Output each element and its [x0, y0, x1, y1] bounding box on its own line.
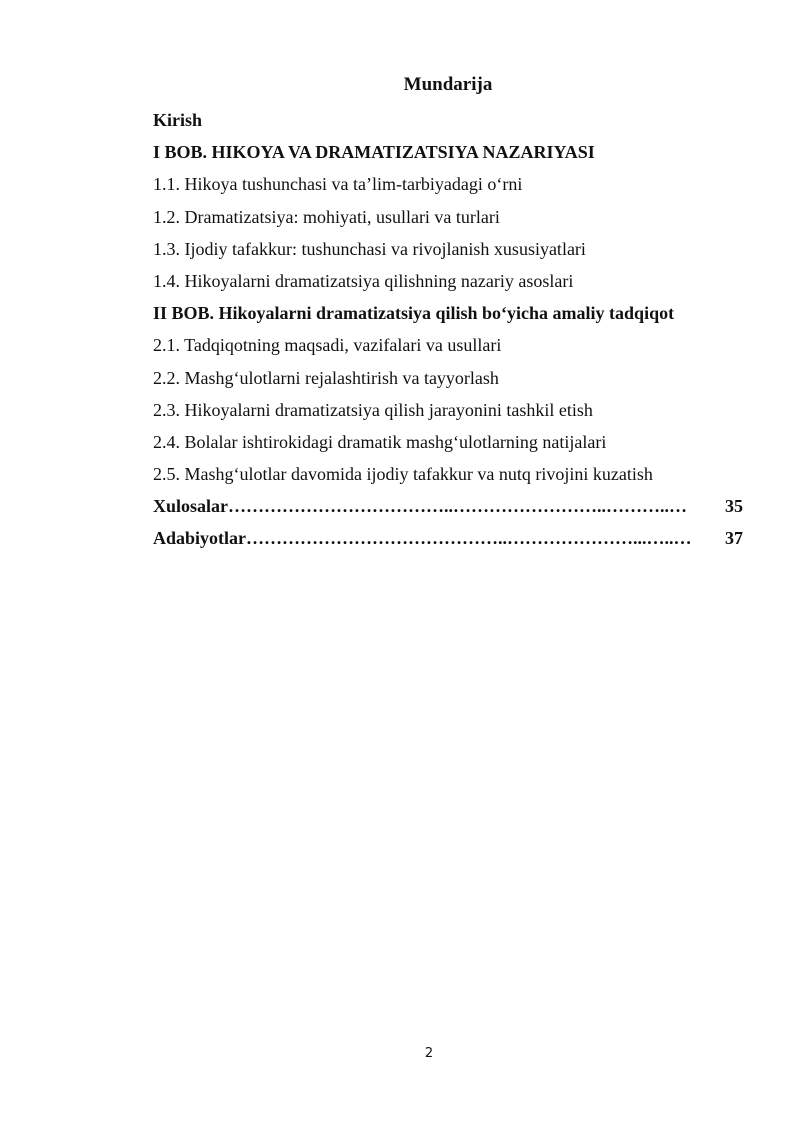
toc-conclusions-label: Xulosalar [153, 496, 229, 517]
toc-section-2-4: 2.4. Bolalar ishtirokidagi dramatik mashg‘ulotlarning natijalari [153, 431, 607, 452]
toc-chapter-2-heading: II BOB. Hikoyalarni dramatizatsiya qilish bo‘yicha amaliy tadqiqot [153, 303, 675, 324]
page-number: 2 [424, 1046, 434, 1061]
toc-conclusions [153, 490, 743, 522]
toc-section-2-1: 2.1. Tadqiqotning maqsadi, vazifalari va usullari [153, 335, 502, 356]
toc-section-2-2: 2.2. Mashg‘ulotlarni rejalashtirish va tayyorlash [153, 367, 499, 388]
toc-section-1-4: 1.4. Hikoyalarni dramatizatsiya qilishning nazariy asoslari [153, 270, 574, 291]
toc-chapter-1-heading: I BOB. HIKOYA VA DRAMATIZATSIYA NAZARIYASI [153, 142, 595, 163]
toc-section-2-3: 2.3. Hikoyalarni dramatizatsiya qilish jarayonini tashkil etish [153, 399, 593, 420]
toc-section-1-2: 1.2. Dramatizatsiya: mohiyati, usullari va turlari [153, 206, 500, 227]
toc-references-leader: ……………………………………..…………………...…..… [246, 528, 692, 549]
toc-references [153, 522, 743, 554]
page-title: Mundarija [403, 74, 493, 95]
toc-references-page: 37 [725, 528, 743, 549]
toc-conclusions-page: 35 [725, 496, 743, 517]
toc-section-1-1: 1.1. Hikoya tushunchasi va ta’lim-tarbiyadagi o‘rni [153, 174, 523, 195]
toc-section-1-3: 1.3. Ijodiy tafakkur: tushunchasi va rivojlanish xususiyatlari [153, 238, 586, 259]
table-of-contents [153, 104, 743, 555]
toc-intro: Kirish [153, 110, 203, 130]
toc-references-label: Adabiyotlar [153, 528, 247, 549]
toc-section-2-5: 2.5. Mashg‘ulotlar davomida ijodiy tafakkur va nutq rivojini kuzatish [153, 464, 653, 485]
toc-conclusions-leader: ………………………………..……………………..………..… [228, 496, 688, 517]
